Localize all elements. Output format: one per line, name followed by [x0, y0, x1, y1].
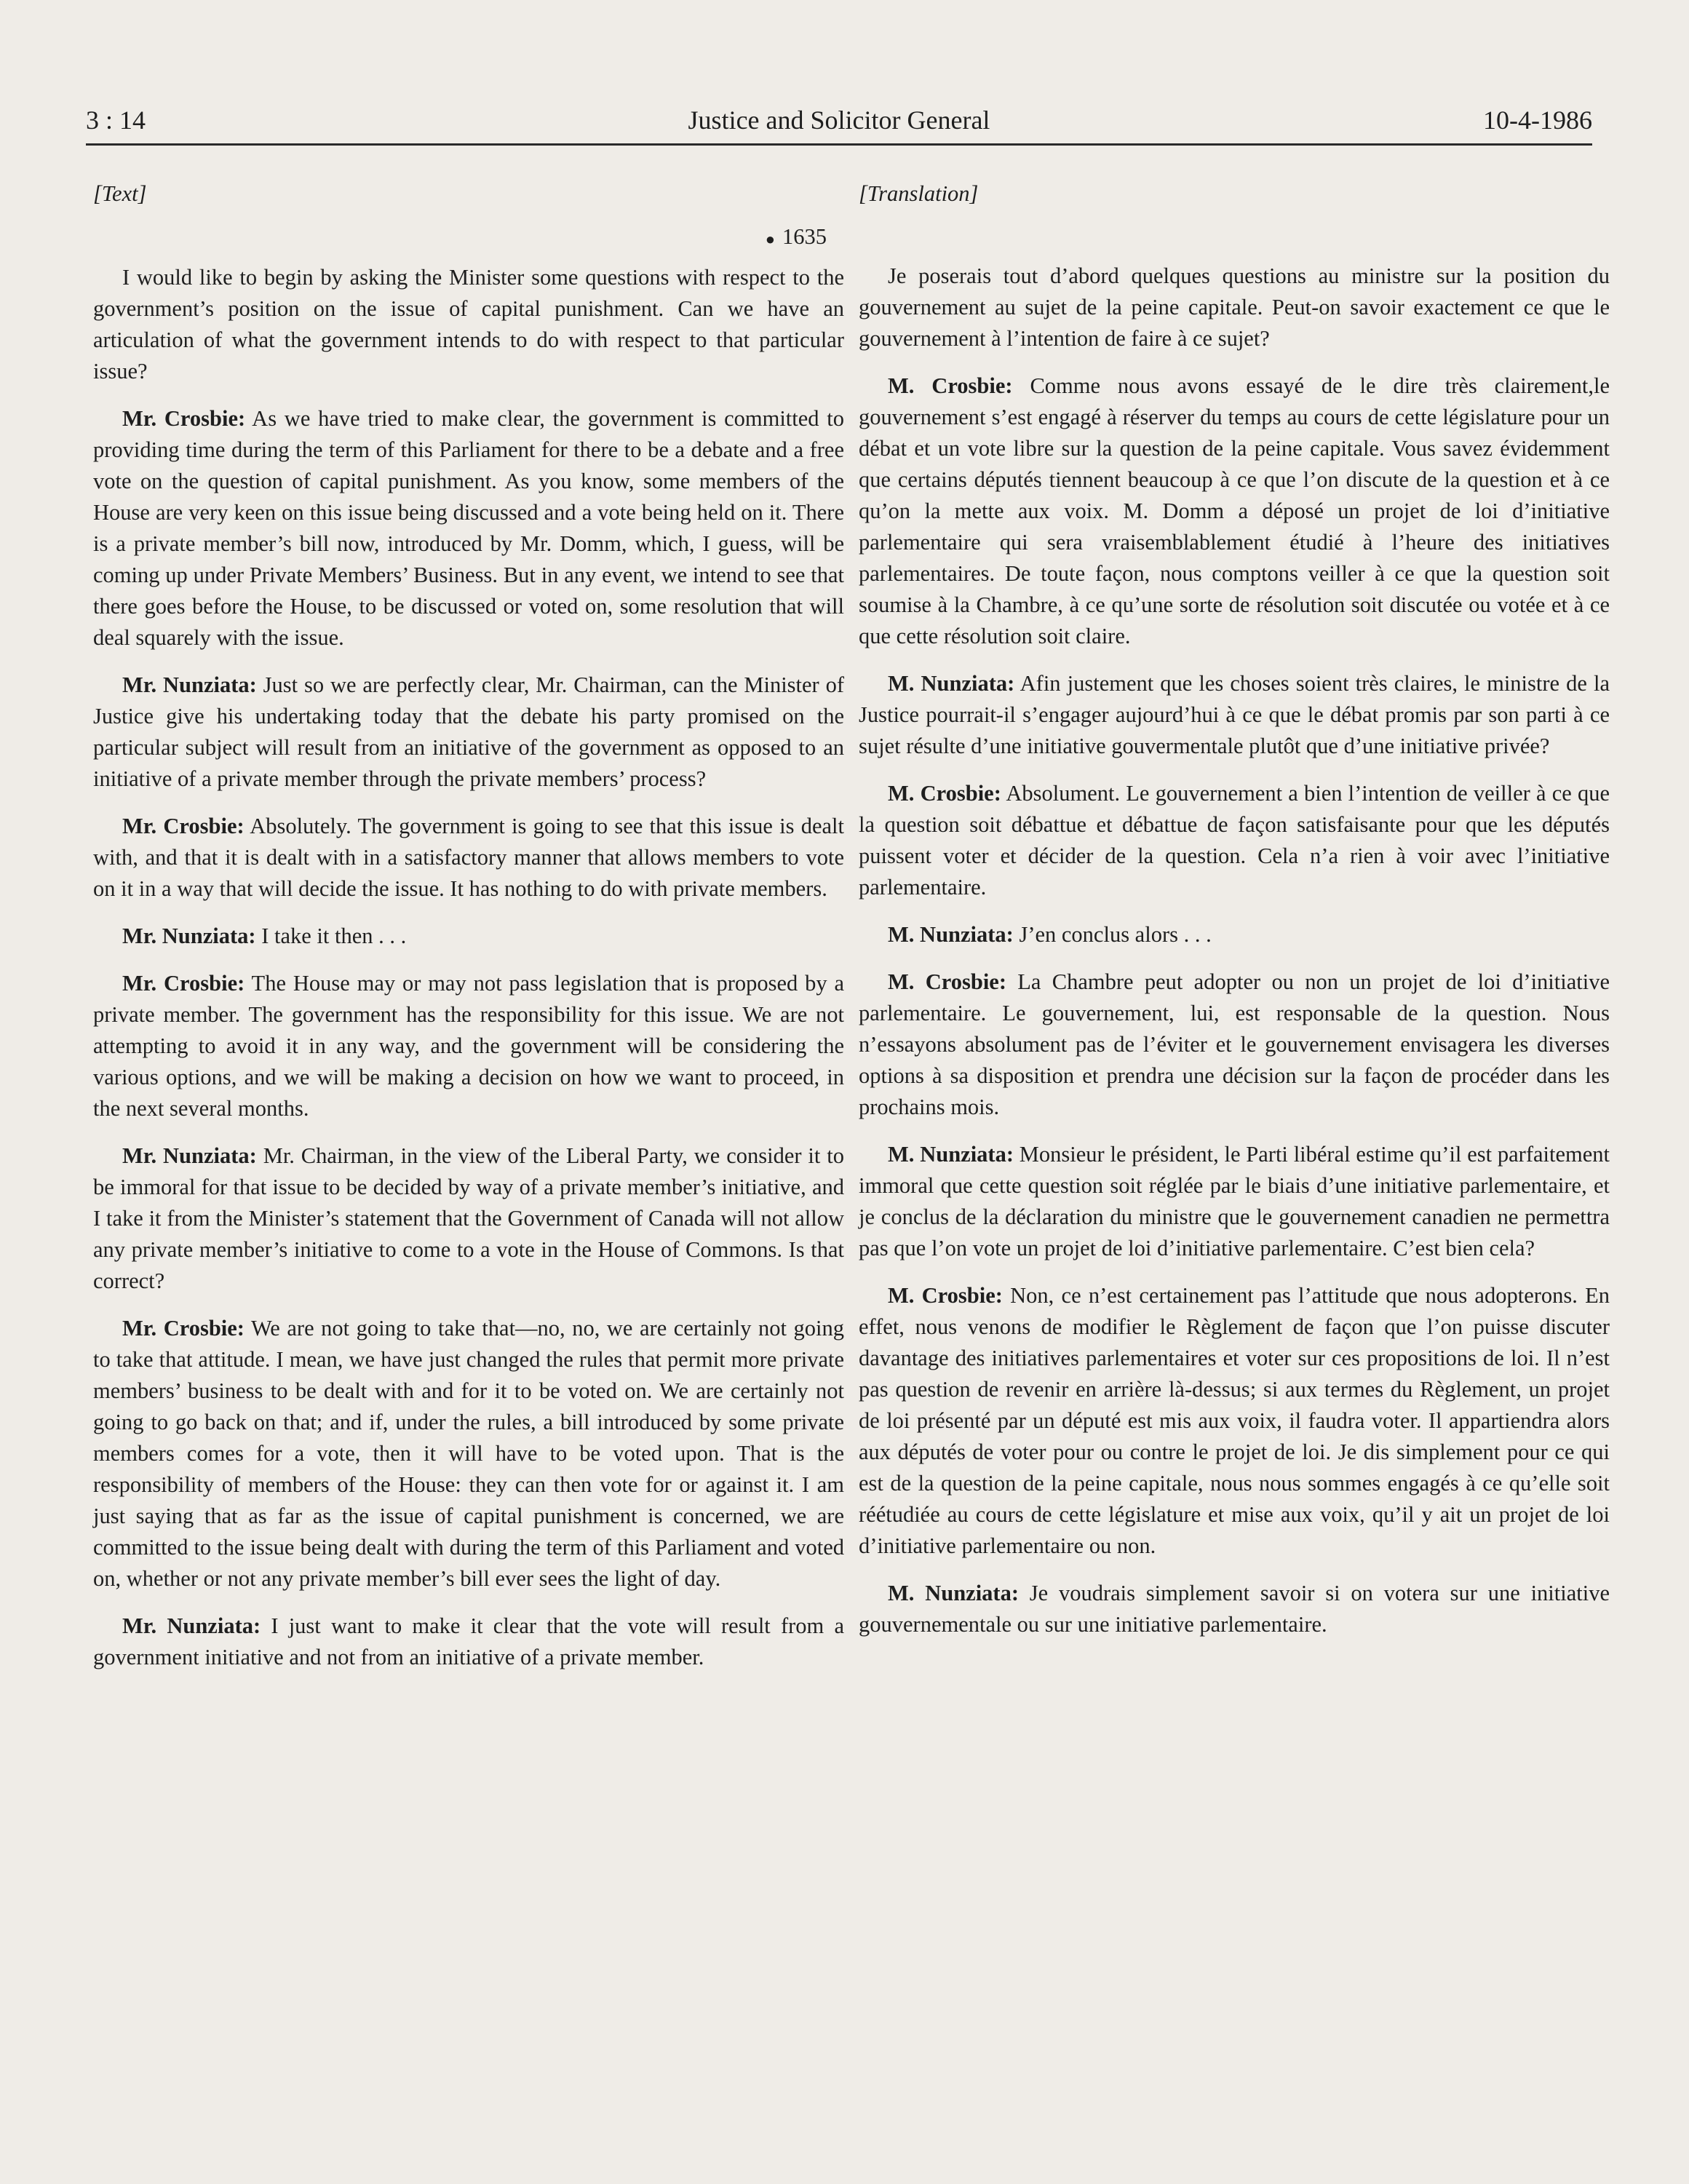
- speech: The House may or may not pass legislation that is proposed by a private member. The government has the responsibility for this issue. We are not attempting to avoid it in any way, and the government will be considering the various options, and we will be making a decision on how we want to proceed, in the next several months.: [93, 970, 844, 1121]
- speaker: Mr. Crosbie:: [122, 1315, 245, 1341]
- paragraph: [93, 1611, 844, 1673]
- speech: Monsieur le président, le Parti libéral estime qu’il est parfaitement immoral que cette question soit réglée par le biais d’une initiative parlementaire, et je conclus de la déclaration du ministre que le gouvernement canadien ne permettra pas que l’on vote un projet de loi d’initiative parlementaire. C’est bien cela?: [859, 1142, 1610, 1260]
- paragraph: [859, 1578, 1610, 1640]
- paragraph: [93, 921, 844, 952]
- speech: Je poserais tout d’abord quelques questions au ministre sur la position du gouvernement au sujet de la peine capitale. Peut-on savoir exactement ce que le gouvernement à l’intention de faire à ce sujet?: [859, 263, 1610, 351]
- bullet-icon: ●: [765, 229, 775, 248]
- speech: Mr. Chairman, in the view of the Liberal Party, we consider it to be immoral for that issue to be decided by way of a private member’s initiative, and I take it from the Minister’s statement that the Government of Canada will not allow any private member’s initiative to come to a vote in the House of Commons. Is that correct?: [93, 1143, 844, 1293]
- speech: I take it then . . .: [255, 923, 407, 948]
- speech: Non, ce n’est certainement pas l’attitude que nous adopterons. En effet, nous venons de modifier le Règlement de façon que l’on puisse discuter davantage des initiatives parlementaires et voter sur ces propositions de loi. Il n’est pas question de revenir en arrière là-dessus; si aux termes du Règlement, un projet de loi présenté par un député est mis aux voix, il faudra voter. Il appartiendra alors aux députés de voter pour ou contre le projet de loi. Je dis simplement pour ce qui est de la question de la peine capitale, nous nous sommes engagés à ce qu’elle soit réétudiée au cours de cette législature et mise aux voix, qu’il y ait un projet de loi d’initiative parlementaire ou non.: [859, 1283, 1610, 1558]
- paragraph: [859, 919, 1610, 950]
- speech: Je voudrais simplement savoir si on votera sur une initiative gouvernementale ou sur une initiative parlementaire.: [859, 1581, 1610, 1637]
- speech: Just so we are perfectly clear, Mr. Chairman, can the Minister of Justice give his undertaking today that the debate his party promised on the particular subject will result from an initiative of the government as opposed to an initiative of a private member through the private members’ process?: [93, 672, 844, 791]
- speech: I just want to make it clear that the vote will result from a government initiative and not from an initiative of a private member.: [93, 1613, 844, 1669]
- paragraph: [859, 966, 1610, 1123]
- paragraph: [859, 261, 1610, 354]
- speech: I would like to begin by asking the Minister some questions with respect to the government’s position on the issue of capital punishment. Can we have an articulation of what the government intends to do with respect to that particular issue?: [93, 264, 844, 384]
- right-column: [859, 178, 1610, 1656]
- paragraph: [859, 1280, 1610, 1562]
- timecode-value: 1635: [782, 224, 827, 249]
- speaker: Mr. Crosbie:: [122, 970, 245, 996]
- speech: Comme nous avons essayé de le dire très clairement,le gouvernement s’est engagé à réserver du temps au cours de cette législature pour un débat et un vote libre sur la question de la peine capitale. Vous savez évidemment que certains députés tiennent beaucoup à ce que l’on discute de la question et à ce qu’on la mette aux voix. M. Domm a déposé un projet de loi d’initiative parlementaire qui sera vraisemblablement étudié à l’heure des initiatives parlementaires. De toute façon, nous comptons veiller à ce que la question soit soumise à la Chambre, à ce qu’une sorte de résolution soit discutée ou votée et à ce que cette résolution soit claire.: [859, 373, 1610, 648]
- speaker: M. Crosbie:: [888, 373, 1013, 398]
- speech: La Chambre peut adopter ou non un projet de loi d’initiative parlementaire. Le gouvernement, lui, est responsable de la question. Nous n’essayons absolument pas de l’éviter et le gouvernement envisagera les diverses options à sa disposition et prendra une décision sur la façon de procéder dans les prochains mois.: [859, 969, 1610, 1119]
- paragraph: [859, 370, 1610, 652]
- column-label: [Translation]: [859, 181, 979, 206]
- paragraph: [93, 811, 844, 905]
- speaker: M. Nunziata:: [888, 1142, 1014, 1167]
- speaker: Mr. Nunziata:: [122, 672, 257, 697]
- paragraph: [93, 403, 844, 654]
- publication-title: Justice and Solicitor General: [688, 106, 990, 135]
- timecode: [93, 221, 827, 255]
- speaker: M. Crosbie:: [888, 1283, 1003, 1308]
- speech: Absolument. Le gouvernement a bien l’intention de veiller à ce que la question soit débattue et débattue de façon satisfaisante pour que les députés puissent voter et décider de la question. Cela n’a rien à voir avec l’initiative parlementaire.: [859, 781, 1610, 900]
- speech: J’en conclus alors . . .: [1013, 922, 1212, 947]
- speaker: Mr. Crosbie:: [122, 405, 246, 431]
- speaker: M. Nunziata:: [888, 671, 1015, 696]
- speech: Absolutely. The government is going to see that this issue is dealt with, and that it is dealt with in a satisfactory manner that allows members to vote on it in a way that will decide the issue. It has nothing to do with private members.: [93, 813, 844, 901]
- speaker: Mr. Nunziata:: [122, 1613, 261, 1638]
- paragraph: [859, 778, 1610, 903]
- speaker: Mr. Nunziata:: [122, 1143, 257, 1168]
- column-label: [Text]: [93, 181, 147, 206]
- paragraph: [859, 1139, 1610, 1264]
- speaker: M. Crosbie:: [888, 969, 1006, 994]
- speaker: M. Nunziata:: [888, 1581, 1019, 1605]
- paragraph: [93, 1140, 844, 1297]
- speaker: M. Crosbie:: [888, 781, 1001, 806]
- speaker: M. Nunziata:: [888, 922, 1014, 947]
- speech: As we have tried to make clear, the government is committed to providing time during the term of this Parliament for there to be a debate and a free vote on the question of capital punishment. As you know, some members of the House are very keen on this issue being discussed and a vote being held on it. There is a private member’s bill now, introduced by Mr. Domm, which, I guess, will be coming up under Private Members’ Business. But in any event, we intend to see that there goes before the House, to be discussed or voted on, some resolution that will deal squarely with the issue.: [93, 405, 844, 650]
- paragraph: [93, 1313, 844, 1595]
- speaker: Mr. Crosbie:: [122, 813, 245, 838]
- speaker: Mr. Nunziata:: [122, 923, 256, 948]
- paragraph: [93, 968, 844, 1124]
- left-column: [93, 178, 844, 1689]
- header-date: 10-4-1986: [1483, 106, 1592, 135]
- speech: We are not going to take that—no, no, we are certainly not going to take that attitude. I mean, we have just changed the rules that permit more private members’ business to be dealt with and for it to be voted on. We are certainly not going to go back on that; and if, under the rules, a bill introduced by some private members comes for a vote, then it will have to be voted upon. That is the responsibility of members of the House: they can then vote for or against it. I am just saying that as far as the issue of capital punishment is concerned, we are committed to the issue being dealt with during the term of this Parliament and voted on, whether or not any private member’s bill ever sees the light of day.: [93, 1315, 845, 1591]
- paragraph: [93, 262, 844, 387]
- page-number: 3 : 14: [86, 106, 146, 135]
- paragraph: [859, 668, 1610, 762]
- paragraph: [93, 670, 844, 795]
- speech: Afin justement que les choses soient très claires, le ministre de la Justice pourrait-il s’engager aujourd’hui à ce que le débat promis par son parti à ce sujet résulte d’une initiative gouvermentale plutôt que d’une initiative privée?: [859, 671, 1610, 758]
- header-rule: [86, 143, 1592, 146]
- page-header: [86, 96, 1592, 147]
